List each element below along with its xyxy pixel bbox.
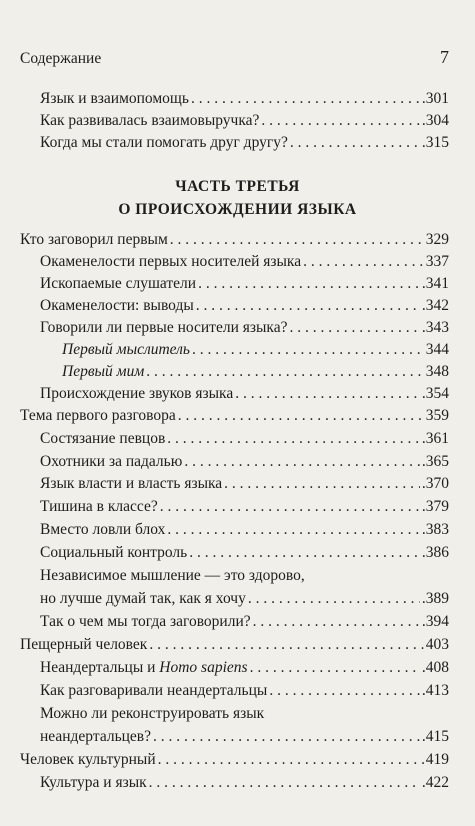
toc-chapter: Тема первого разговора . . . 359 bbox=[20, 408, 449, 424]
toc-entry: Как разговаривали неандертальцы . . . .413 bbox=[40, 683, 449, 699]
toc-entry: Как развивалась взаимовыручка? . . . .304 bbox=[40, 113, 449, 129]
toc-subentry: Первый мыслитель . . . 344 bbox=[62, 342, 449, 358]
toc-entry: Тишина в классе? . . . .379 bbox=[40, 499, 449, 515]
toc-entry: Ископаемые слушатели . . . .341 bbox=[40, 276, 449, 292]
page-number: 7 bbox=[440, 47, 449, 67]
toc-entry: Охотники за падалью . . . .365 bbox=[40, 454, 449, 470]
running-head bbox=[20, 47, 449, 68]
toc-entry: но лучше думай так, как я хочу . . . .389 bbox=[40, 591, 449, 607]
toc-chapter: Человек культурный . . . 419 bbox=[20, 752, 449, 768]
toc-entry: Язык власти и власть языка . . . .370 bbox=[40, 476, 449, 492]
part-label: ЧАСТЬ ТРЕТЬЯ bbox=[175, 178, 300, 195]
part-title: О ПРОИСХОЖДЕНИИ ЯЗЫКА bbox=[118, 201, 357, 218]
toc-entry: Язык и взаимопомощь . . . .301 bbox=[40, 91, 449, 107]
toc-subentry: Первый мим . . . 348 bbox=[62, 364, 449, 380]
toc-entry: Культура и язык . . . .422 bbox=[40, 775, 449, 791]
toc-entry: Окаменелости: выводы . . . .342 bbox=[40, 298, 449, 314]
toc-entry: Так о чем мы тогда заговорили? . . . .394 bbox=[40, 614, 449, 630]
toc-entry-first-line: Можно ли реконструировать язык bbox=[40, 705, 265, 722]
toc-entry: Говорили ли первые носители языка? . . . .343 bbox=[40, 320, 449, 336]
section-title: Содержание bbox=[20, 50, 102, 67]
toc-chapter: Кто заговорил первым . . . 329 bbox=[20, 232, 449, 248]
toc-entry: Когда мы стали помогать друг другу? . . . .315 bbox=[40, 135, 449, 151]
toc-entry: Вместо ловли блох . . . .383 bbox=[40, 522, 449, 538]
toc-entry: неандертальцев? . . . .415 bbox=[40, 729, 449, 745]
toc-entry: Неандертальцы и Homo sapiens . . . .408 bbox=[40, 660, 449, 676]
toc-chapter: Пещерный человек . . . 403 bbox=[20, 637, 449, 653]
toc-entry: Происхождение звуков языка . . . .354 bbox=[40, 386, 449, 402]
toc-entry: Окаменелости первых носителей языка . . . 337 bbox=[40, 254, 449, 270]
toc-entry-first-line: Независимое мышление — это здорово, bbox=[40, 567, 305, 584]
toc-entry: Состязание певцов . . . .361 bbox=[40, 431, 449, 447]
toc-entry: Социальный контроль . . . .386 bbox=[40, 545, 449, 561]
